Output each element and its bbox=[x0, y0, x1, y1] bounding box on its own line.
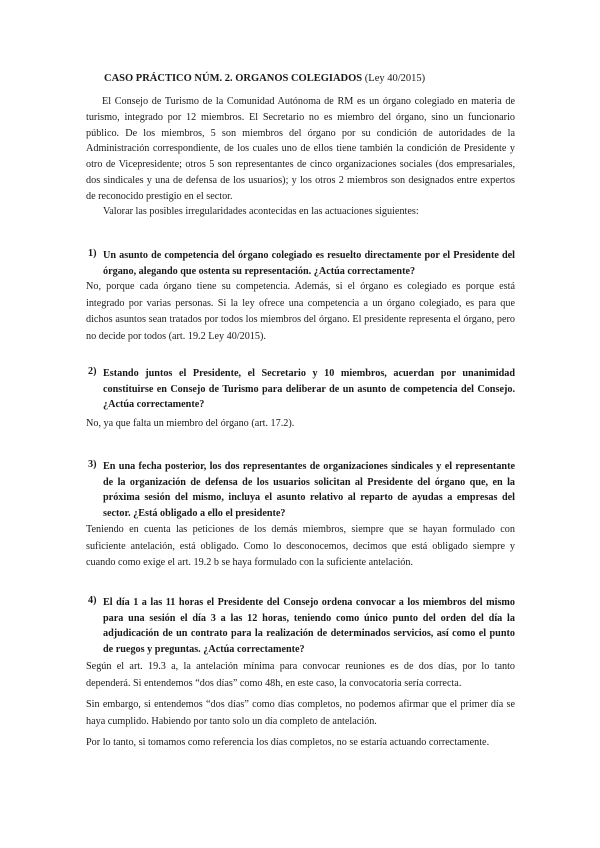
answer-4-part-2: Sin embargo, si entendemos “dos días” como días completos, no podemos afirmar que el primer día se haya cumplido. Habiendo por tanto solo un día completo de antelación. bbox=[86, 699, 515, 727]
answer-2: No, ya que falta un miembro del órgano (art. 17.2). bbox=[86, 418, 295, 429]
document-title bbox=[104, 73, 425, 84]
question-2-number: 2) bbox=[88, 366, 97, 377]
title-bold: CASO PRÁCTICO NÚM. 2. ORGANOS COLEGIADOS bbox=[104, 73, 363, 84]
question-1: Un asunto de competencia del órgano colegiado es resuelto directamente por el Presidente del órgano, alegando que ostenta su representación. ¿Actúa correctamente? bbox=[103, 250, 515, 277]
answer-1: No, porque cada órgano tiene su competencia. Además, si el órgano es colegiado es porque está integrado por varias personas. Si la ley ofrece una competencia a un órgano colegiado, es para que dichos asuntos sean tratados por todos los miembros del órgano. El presidente representa el órgano, pero no decide por todos (art. 19.2 Ley 40/2015). bbox=[86, 281, 515, 342]
question-4: El día 1 a las 11 horas el Presidente del Consejo ordena convocar a los miembros del mismo para una sesión el día 3 a las 12 horas, teniendo como único punto del orden del día la adjudicación de un contrato para la realización de determinados servicios, así como el punto de ruegos y preguntas. ¿Actúa correctamente? bbox=[103, 597, 515, 655]
question-1-number: 1) bbox=[88, 248, 97, 259]
question-4-number: 4) bbox=[88, 595, 97, 606]
answer-4-part-3: Por lo tanto, si tomamos como referencia los días completos, no se estaría actuando correctamente. bbox=[86, 737, 490, 748]
question-2: Estando juntos el Presidente, el Secretario y 10 miembros, acuerdan por unanimidad constituirse en Consejo de Turismo para deliberar de un asunto de competencia del Consejo. ¿Actúa correctamente? bbox=[103, 368, 515, 411]
instruction-paragraph: Valorar las posibles irregularidades acontecidas en las actuaciones siguientes: bbox=[103, 206, 419, 217]
intro-paragraph: El Consejo de Turismo de la Comunidad Autónoma de RM es un órgano colegiado en materia de turismo, integrado por 12 miembros. El Secretario no es miembro del órgano, sino un funcionario público. De los miembros, 5 son miembros del órgano por su condición de autoridades de la Administración correspondiente, de los cuales uno de ellos tiene también la condición de Presidente y otro de Vicepresidente; otros 5 son representantes de cinco organizaciones sociales (dos empresariales, dos sindicales y una de defensa de los usuarios); y los otros 2 miembros son designados entre expertos de reconocido prestigio en el sector. bbox=[86, 96, 515, 202]
question-3-number: 3) bbox=[88, 459, 97, 470]
answer-4-part-1: Según el art. 19.3 a, la antelación mínima para convocar reuniones es de dos días, por lo tanto dependerá. Si entendemos “dos días” como 48h, en este caso, la convocatoria sería correcta. bbox=[86, 661, 515, 689]
answer-3: Teniendo en cuenta las peticiones de los demás miembros, siempre que se hayan formulado con suficiente antelación, está obligado. Como lo desconocemos, decimos que está obligado siempre y cuando como exige el art. 19.2 b se haya formulado con la suficiente antelación. bbox=[86, 524, 515, 569]
question-3: En una fecha posterior, los dos representantes de organizaciones sindicales y el representante de la organización de defensa de los usuarios solicitan al Presidente del órgano que, en la próxima sesión del mismo, incluya el asunto relativo al reparto de ayudas a empresas del sector. ¿Está obligado a ello el presidente? bbox=[103, 461, 515, 519]
title-law: (Ley 40/2015) bbox=[362, 73, 426, 84]
